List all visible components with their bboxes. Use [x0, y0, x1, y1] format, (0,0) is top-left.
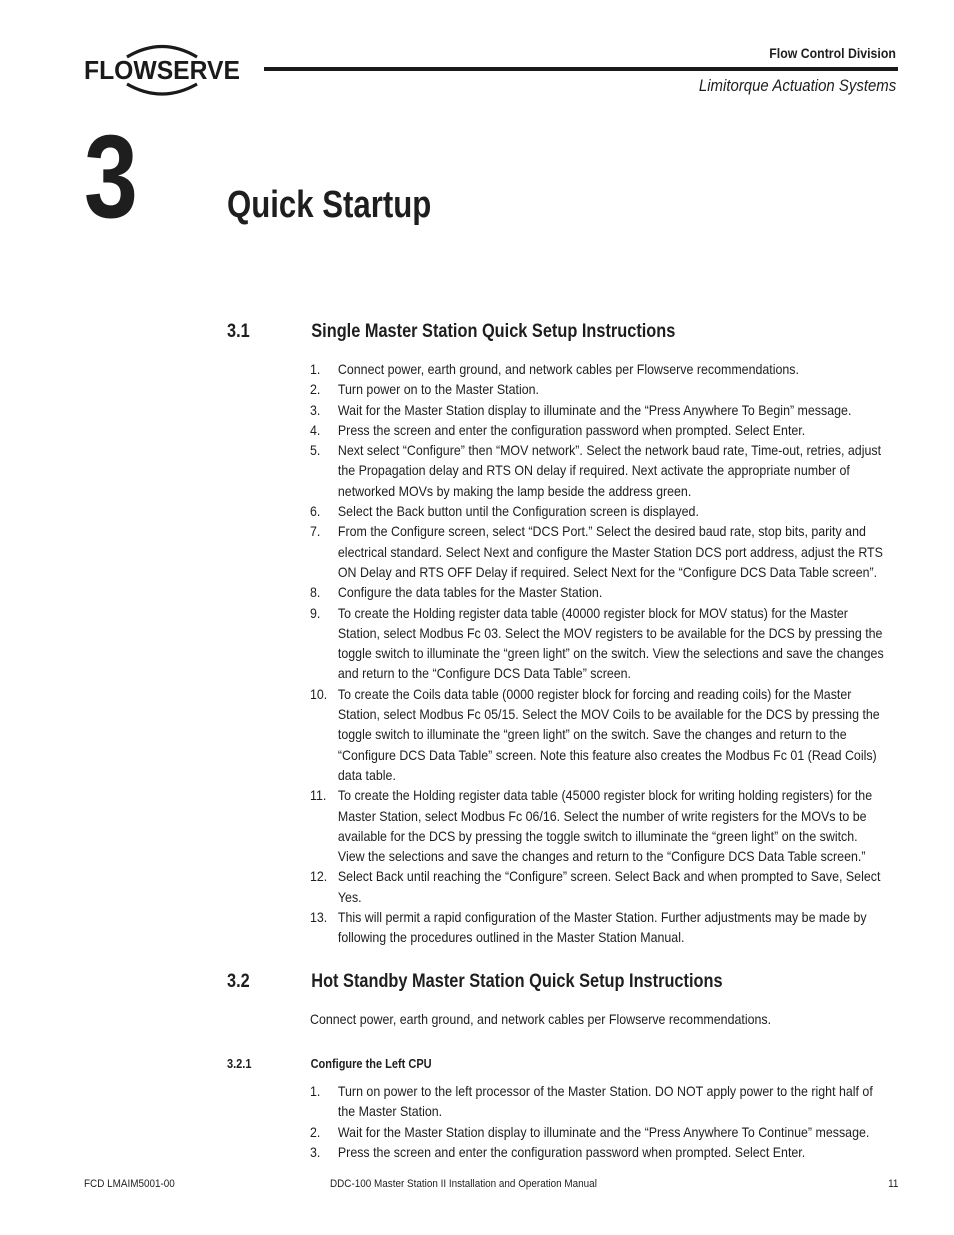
step-text: Turn power on to the Master Station. [337, 382, 539, 398]
step-text: This will permit a rapid configuration of the Master Station. Further adjustments may be made by following the procedures outlined in the Master Station Manual. [337, 910, 867, 946]
step-number: 11. [310, 788, 327, 804]
section-intro: Connect power, earth ground, and network cables per Flowserve recommendations. [310, 1012, 772, 1027]
numbered-steps-list [310, 1082, 886, 1163]
step-number: 9. [310, 605, 321, 621]
step-number: 10. [310, 686, 328, 702]
step-number: 5. [310, 443, 321, 459]
step-number: 6. [310, 504, 321, 520]
step-text: Select the Back button until the Configuration screen is displayed. [337, 504, 699, 520]
list-item [310, 867, 886, 908]
list-item [310, 1123, 886, 1143]
list-item [310, 1082, 886, 1123]
numbered-steps-list [310, 360, 886, 949]
step-text: Wait for the Master Station display to illuminate and the “Press Anywhere To Continue” message. [337, 1124, 870, 1140]
list-item [310, 908, 886, 949]
section-number: 3.1 [227, 321, 250, 342]
chapter-number: 3 [84, 111, 137, 243]
step-number: 1. [310, 362, 321, 377]
step-text: Press the screen and enter the configuration password when prompted. Select Enter. [337, 1144, 806, 1160]
chapter-title: Quick Startup [227, 184, 432, 226]
list-item [310, 786, 886, 867]
document-code: FCD LMAIM5001-00 [84, 1178, 175, 1190]
step-number: 3. [310, 1144, 321, 1160]
step-text: Wait for the Master Station display to illuminate and the “Press Anywhere To Begin” message. [337, 402, 852, 418]
step-text: Configure the data tables for the Master Station. [337, 585, 603, 601]
step-number: 8. [310, 585, 321, 601]
step-text: To create the Holding register data table (40000 register block for MOV status) for the Master Station, select Modbus Fc 03. Select the MOV registers to be available for the DCS by pressing the toggle switch to illuminate the “green light” on the switch. View the selections and save the changes and return to the “Configure DCS Data Table” screen. [337, 605, 884, 682]
subsection-number: 3.2.1 [227, 1057, 252, 1071]
header-rule [264, 67, 898, 71]
step-text: To create the Holding register data table (45000 register block for writing holding registers) for the Master Station, select Modbus Fc 06/16. Select the number of write registers for the MOVs to be available for the DCS by pressing the toggle switch to illuminate the “green light” on the switch. View the selections and save the changes and return to the “Configure DCS Data Table screen.” [337, 788, 873, 865]
step-number: 13. [310, 910, 328, 926]
step-number: 2. [310, 1124, 321, 1140]
list-item [310, 401, 886, 421]
division-label: Flow Control Division [769, 45, 896, 61]
flowserve-logo [82, 38, 242, 100]
step-number: 4. [310, 422, 321, 438]
step-text: Connect power, earth ground, and network cables per Flowserve recommendations. [337, 362, 799, 377]
list-item [310, 380, 886, 400]
step-number: 2. [310, 382, 321, 398]
step-number: 7. [310, 524, 321, 540]
step-number: 12. [310, 869, 328, 885]
step-text: To create the Coils data table (0000 register block for forcing and reading coils) for the Master Station, select Modbus Fc 05/15. Select the MOV Coils to be available for the DCS by pressing the toggle switch to illuminate the “green light” on the switch. Save the changes and return to the “Configure DCS Data Table” screen. Note this feature also creates the Modbus Fc 01 (Read Coils) data table. [337, 686, 880, 783]
step-text: Turn on power to the left processor of the Master Station. DO NOT apply power to the right half of the Master Station. [337, 1084, 873, 1120]
step-text: Select Back until reaching the “Configure” screen. Select Back and when prompted to Save, Select Yes. [337, 869, 881, 905]
subdivision-label: Limitorque Actuation Systems [698, 76, 896, 95]
list-item [310, 522, 886, 583]
page-number: 11 [887, 1178, 898, 1190]
list-item [310, 441, 886, 502]
list-item [310, 685, 886, 786]
step-text: From the Configure screen, select “DCS Port.” Select the desired baud rate, stop bits, parity and electrical standard. Select Next and configure the Master Station DCS port address, adjust the RTS ON Delay and RTS OFF Delay if required. Select Next for the “Configure DCS Data Table screen”. [337, 524, 883, 580]
list-item [310, 421, 886, 441]
list-item [310, 604, 886, 685]
list-item [310, 1143, 886, 1163]
step-number: 1. [310, 1084, 321, 1099]
list-item [310, 360, 886, 380]
list-item [310, 583, 886, 603]
section-title: Single Master Station Quick Setup Instructions [311, 321, 676, 342]
manual-title: DDC-100 Master Station II Installation and Operation Manual [330, 1178, 597, 1190]
step-text: Next select “Configure” then “MOV network”. Select the network baud rate, Time-out, retries, adjust the Propagation delay and RTS ON delay if required. Next activate the appropriate number of networked MOVs by making the lamp beside the address green. [337, 443, 882, 499]
subsection-title: Configure the Left CPU [310, 1057, 432, 1071]
brand-wordmark: FLOWSERVE [84, 55, 240, 85]
section-title: Hot Standby Master Station Quick Setup Instructions [311, 971, 723, 992]
section-number: 3.2 [227, 971, 250, 992]
list-item [310, 502, 886, 522]
step-text: Press the screen and enter the configuration password when prompted. Select Enter. [337, 422, 806, 438]
step-number: 3. [310, 402, 321, 418]
